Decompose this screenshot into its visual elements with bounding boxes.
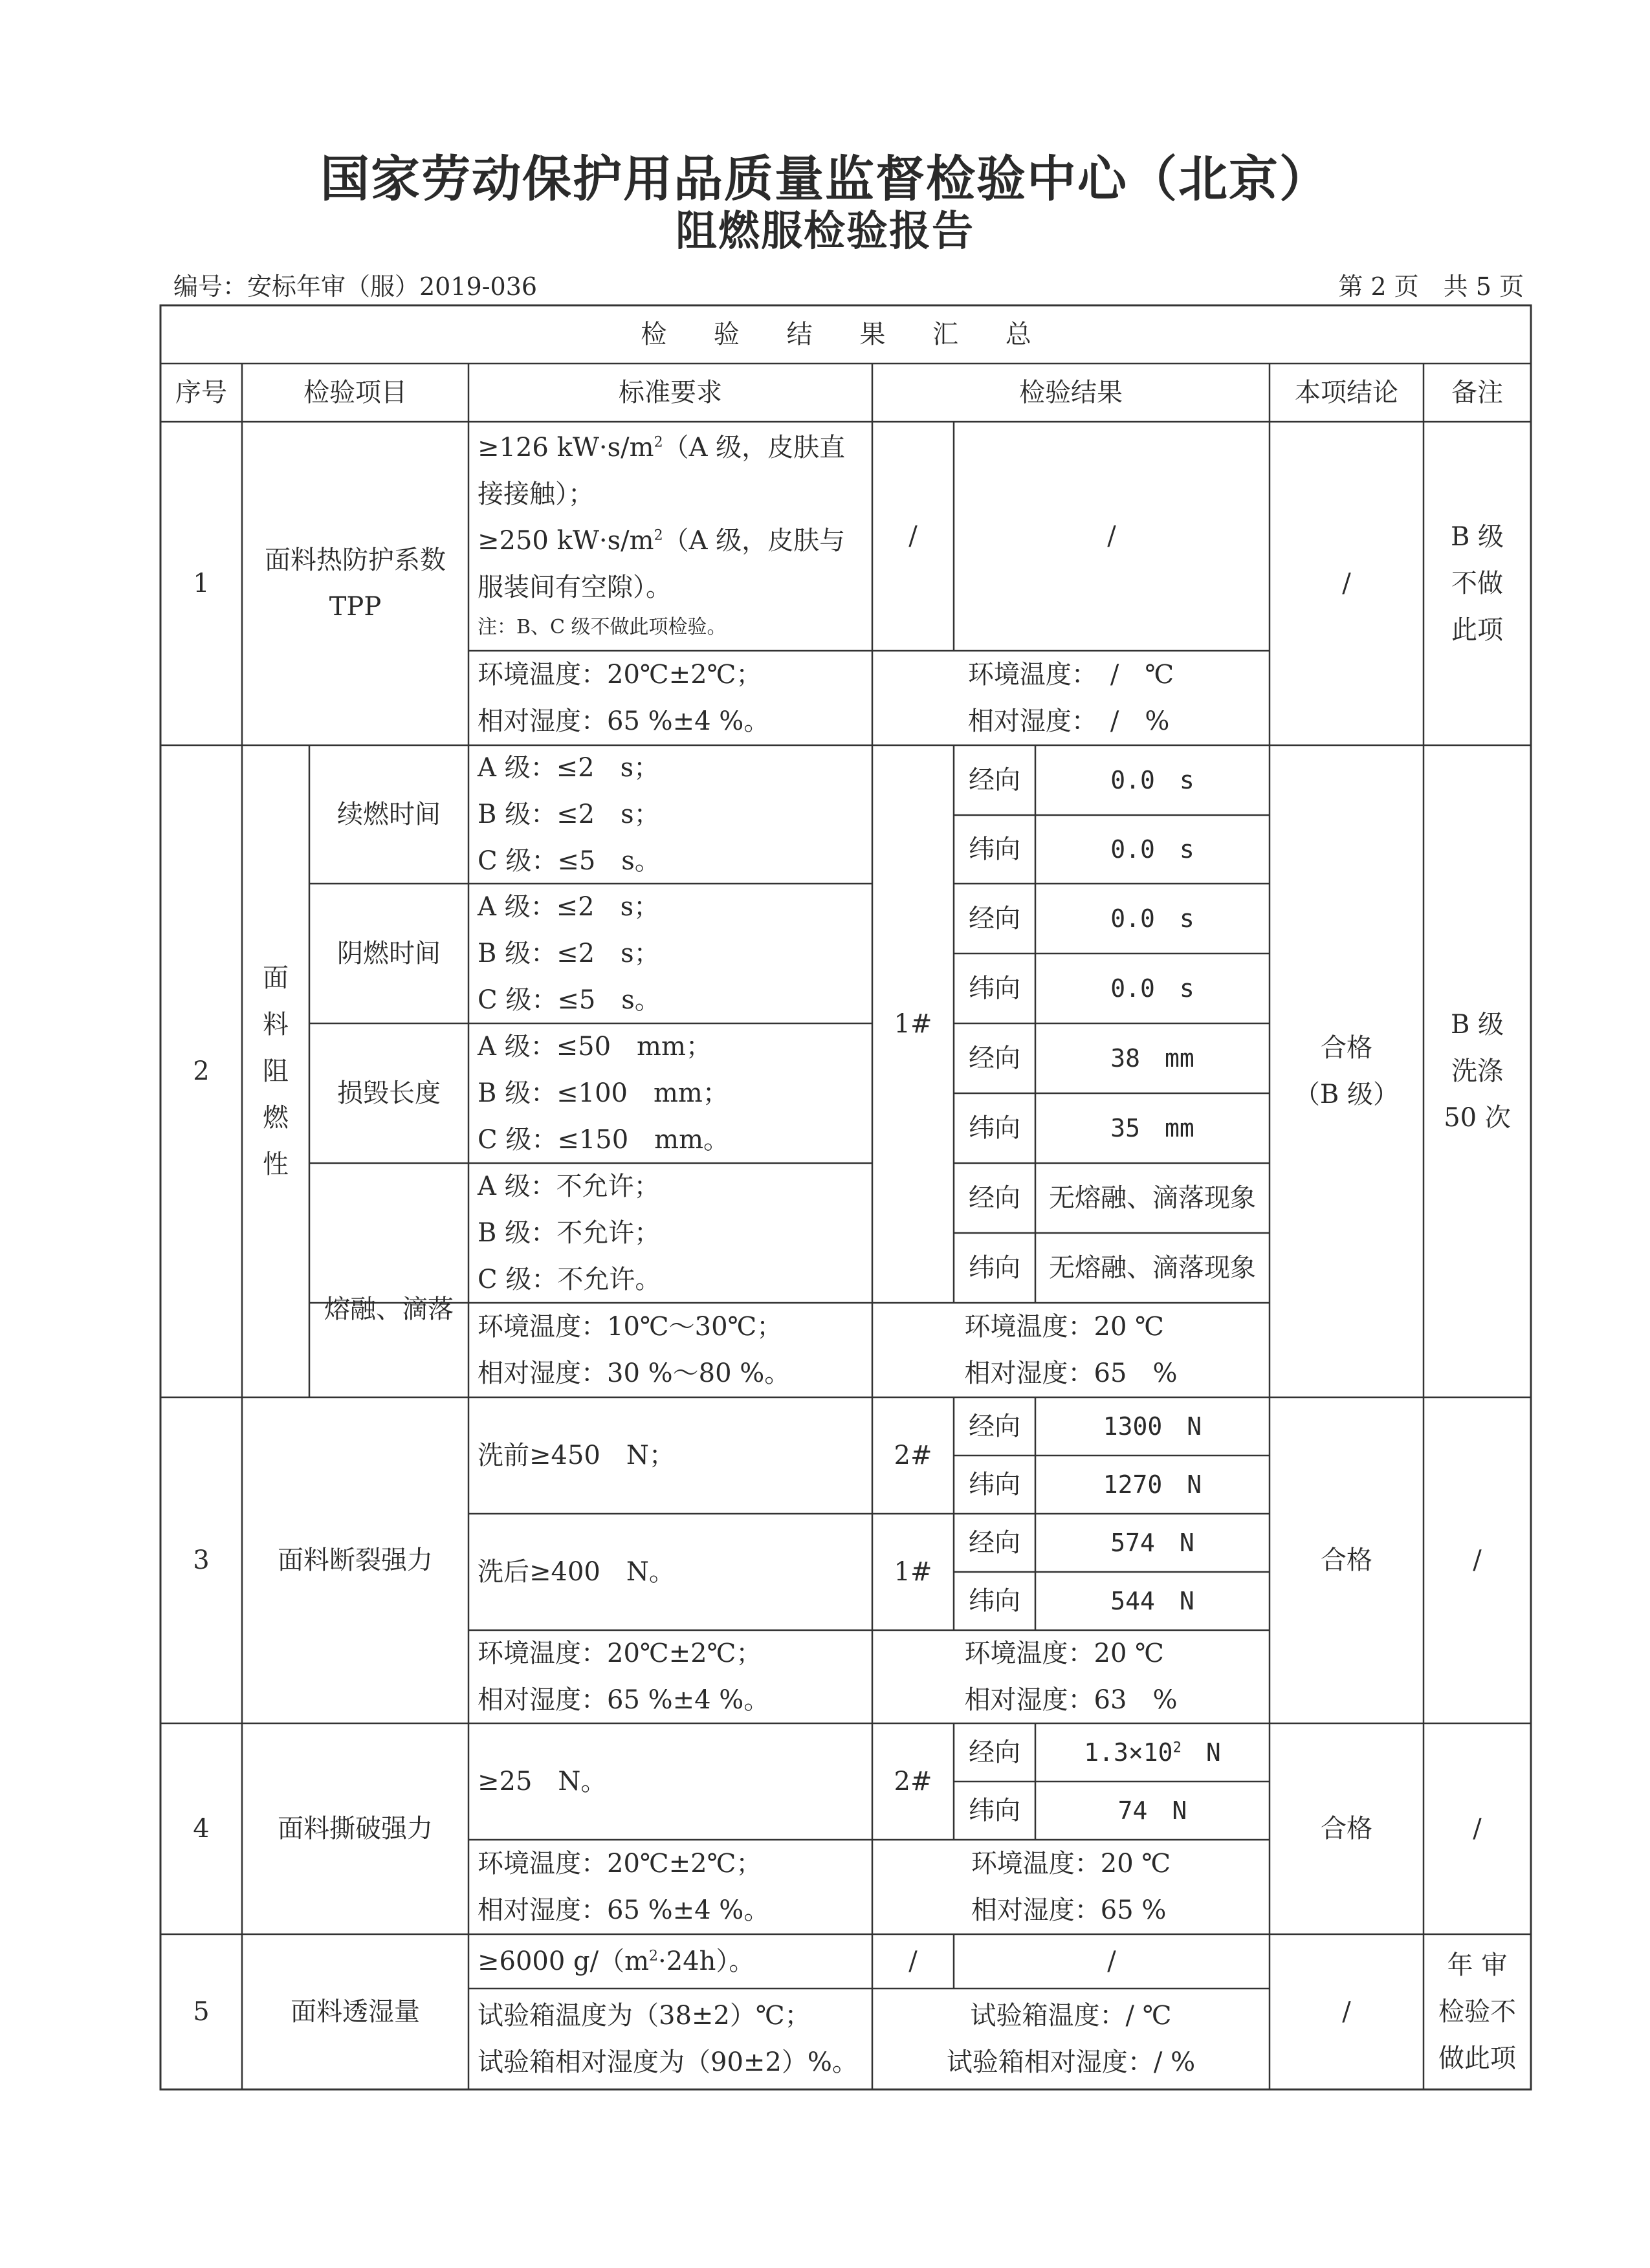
row4-remark: /	[1473, 1814, 1482, 1844]
row3-value-3: 574 N	[1110, 1529, 1194, 1557]
row2-group-label: 面 料 阻 燃 性	[263, 963, 289, 1179]
row4-value-2: 74 N	[1117, 1796, 1187, 1825]
row3-conclusion: 合格	[1321, 1545, 1372, 1575]
row3-value-2: 1270 N	[1103, 1470, 1202, 1499]
row1-note: 注：B、C 级不做此项检验。	[478, 616, 727, 638]
row2-dir-3: 经向	[969, 904, 1020, 933]
row4-dir-1: 经向	[969, 1738, 1020, 1767]
row5-requirement: ≥6000 $g/(m^2\cdot 24h)$。	[478, 1946, 755, 1976]
row3-req-after: 洗后≥400 N。	[478, 1557, 675, 1587]
row4-item: 面料撕破强力	[278, 1814, 433, 1844]
row2-sub1-name: 续燃时间	[337, 800, 441, 829]
row5-env-result: 试验箱温度：/ ℃ 试验箱相对湿度：/ %	[946, 2001, 1196, 2077]
row1-item: 面料热防护系数 TPP	[265, 545, 446, 622]
col-header-remark: 备注	[1451, 378, 1503, 408]
row4-value-1: $1.3\times 10^2$ N	[1084, 1738, 1221, 1767]
row3-item: 面料断裂强力	[278, 1545, 433, 1575]
row3-dir-4: 纬向	[969, 1586, 1020, 1616]
row4-env-result: 环境温度：20 ℃ 相对湿度：65 %	[971, 1849, 1171, 1925]
row5-conclusion: /	[1342, 1997, 1351, 2027]
row3-sample-before: 2#	[894, 1441, 932, 1470]
row2-value-2: 0.0 s	[1110, 835, 1194, 864]
row2-conclusion: 合格 （B 级）	[1293, 1033, 1400, 1109]
row2-sub2-name: 阴燃时间	[337, 939, 441, 968]
row3-env-requirement: 环境温度：20℃±2℃； 相对湿度：65 %±4 %。	[478, 1639, 770, 1715]
row5-seq: 5	[193, 1997, 210, 2027]
row2-dir-5: 经向	[969, 1043, 1020, 1073]
col-header-result: 检验结果	[1019, 378, 1123, 408]
row1-seq: 1	[193, 569, 210, 598]
col-header-requirement: 标准要求	[619, 378, 722, 408]
row2-sub2-requirement: A 级：≤2 s； B 级：≤2 s； C 级：≤5 s。	[478, 892, 661, 1015]
row4-dir-2: 纬向	[969, 1796, 1020, 1826]
row2-env-result: 环境温度：20 ℃ 相对湿度：65 %	[964, 1312, 1178, 1388]
row4-sample: 2#	[894, 1767, 932, 1796]
row2-sample: 1#	[894, 1009, 932, 1039]
row3-seq: 3	[193, 1545, 210, 1575]
row1-env-requirement: 环境温度：20℃±2℃； 相对湿度：65 %±4 %。	[478, 660, 770, 736]
col-header-seq: 序号	[175, 378, 227, 408]
table-caption: 检 验 结 果 汇 总	[641, 320, 1051, 349]
report-number: 编号：安标年审（服）2019-036	[173, 272, 538, 301]
row1-conclusion: /	[1342, 569, 1351, 598]
row1-env-result: 环境温度： / ℃ 相对湿度： / %	[967, 660, 1174, 736]
col-header-conclusion: 本项结论	[1295, 378, 1398, 408]
row1-requirement: ≥126 $kW\cdot s/m^2(A$ 级，皮肤直 接接触）； ≥250 $kW\cdot s/m^2(A$ 级，皮肤与 服装间有空隙）。 注：B、C 级不做此项检验。	[468, 422, 872, 651]
row3-value-1: 1300 N	[1103, 1412, 1202, 1441]
row2-remark: B 级 洗涤 50 次	[1444, 1010, 1511, 1133]
row4-requirement: ≥25 N。	[478, 1767, 607, 1796]
row2-sub3-name: 损毁长度	[337, 1078, 441, 1108]
row2-dir-6: 纬向	[969, 1113, 1020, 1143]
row4-seq: 4	[193, 1814, 210, 1844]
row2-sub4-requirement: A 级：不允许； B 级：不允许； C 级：不允许。	[478, 1172, 661, 1294]
row2-seq: 2	[193, 1056, 210, 1086]
row3-dir-1: 经向	[969, 1412, 1020, 1441]
col-header-item: 检验项目	[303, 378, 407, 408]
row3-dir-3: 经向	[969, 1528, 1020, 1558]
row5-sample: /	[908, 1946, 918, 1976]
row3-env-result: 环境温度：20 ℃ 相对湿度：63 %	[964, 1639, 1178, 1715]
row3-dir-2: 纬向	[969, 1470, 1020, 1499]
row2-sub3-requirement: A 级：≤50 mm； B 级：≤100 mm； C 级：≤150 mm。	[478, 1032, 730, 1155]
row2-value-5: 38 mm	[1110, 1044, 1194, 1073]
row2-value-1: 0.0 s	[1110, 766, 1194, 794]
row5-remark: 年 审 检验不 做此项	[1438, 1950, 1516, 2073]
row2-value-8: 无熔融、滴落现象	[1049, 1253, 1256, 1283]
row2-value-4: 0.0 s	[1110, 974, 1194, 1003]
row3-sample-after: 1#	[894, 1557, 932, 1587]
row2-env-requirement: 环境温度：10℃～30℃； 相对湿度：30 %～80 %。	[478, 1312, 791, 1388]
row1-remark: B 级 不做 此项	[1450, 522, 1504, 645]
row4-env-requirement: 环境温度：20℃±2℃； 相对湿度：65 %±4 %。	[478, 1849, 770, 1925]
report-center-title: 国家劳动保护用品质量监督检验中心（北京）	[320, 150, 1330, 208]
row2-dir-7: 经向	[969, 1183, 1020, 1213]
row3-remark: /	[1473, 1545, 1482, 1575]
report-subtitle: 阻燃服检验报告	[676, 208, 974, 256]
row2-sub1-requirement: A 级：≤2 s； B 级：≤2 s； C 级：≤5 s。	[478, 753, 661, 876]
row2-dir-2: 纬向	[969, 834, 1020, 864]
row2-sub4-name: 熔融、滴落	[324, 1294, 454, 1324]
row2-value-6: 35 mm	[1110, 1114, 1194, 1142]
row2-dir-1: 经向	[969, 765, 1020, 795]
row2-dir-4: 纬向	[969, 974, 1020, 1003]
row3-req-before: 洗前≥450 N；	[478, 1441, 675, 1470]
row2-dir-8: 纬向	[969, 1253, 1020, 1283]
row5-env-requirement: 试验箱温度为（38±2）℃； 试验箱相对湿度为（90±2）%。	[478, 2001, 858, 2077]
row4-conclusion: 合格	[1321, 1814, 1372, 1844]
row2-value-7: 无熔融、滴落现象	[1049, 1183, 1256, 1213]
row1-result: /	[1107, 521, 1116, 551]
row2-value-3: 0.0 s	[1110, 904, 1194, 933]
row1-sample: /	[908, 521, 918, 551]
row5-item: 面料透湿量	[291, 1997, 420, 2027]
page-indicator: 第 2 页 共 5 页	[1338, 272, 1524, 301]
row3-value-4: 544 N	[1110, 1587, 1194, 1615]
row5-result: /	[1107, 1946, 1116, 1976]
